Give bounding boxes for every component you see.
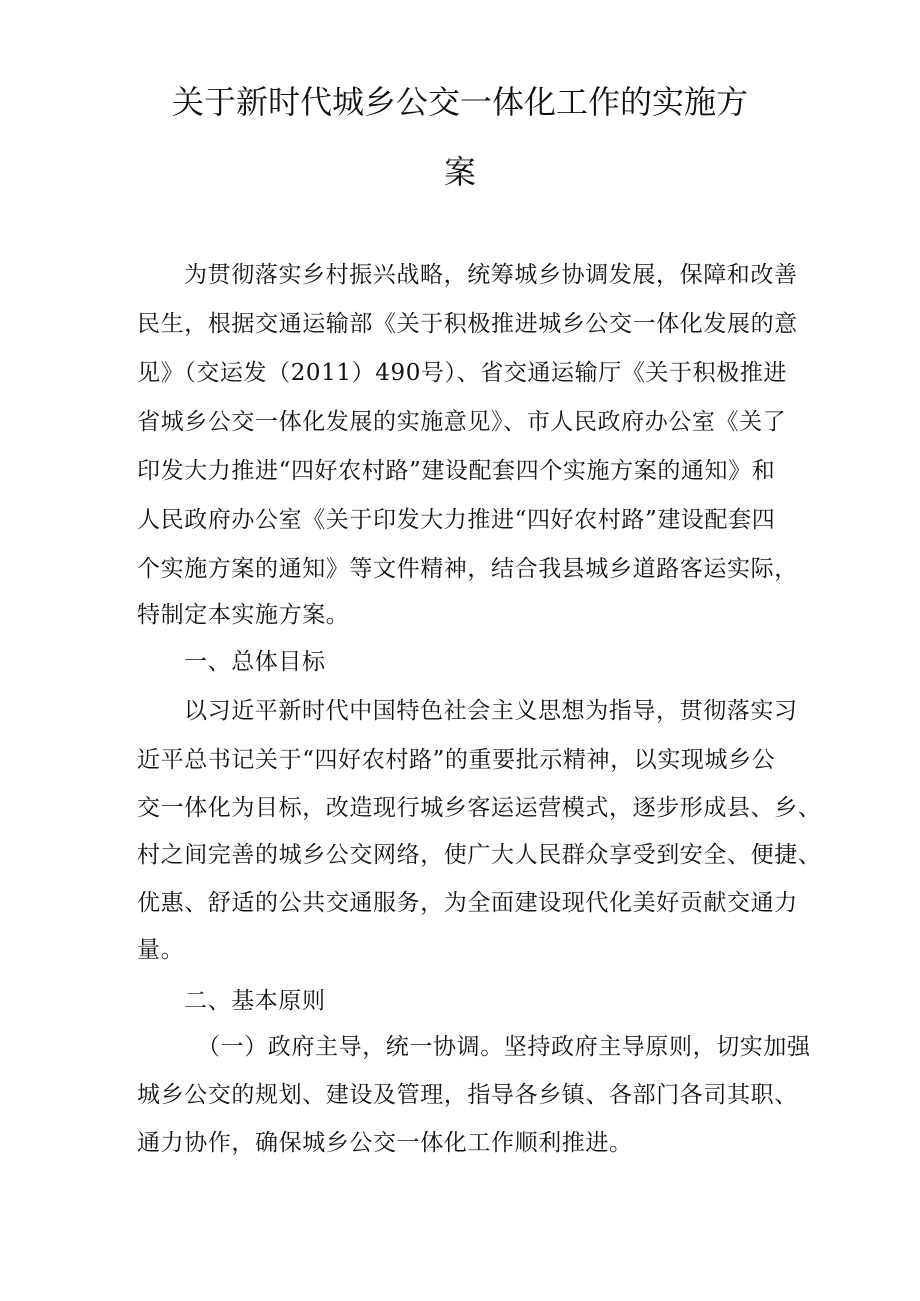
document-title-line-1: 关于新时代城乡公交一体化工作的实施方 <box>171 83 748 121</box>
body-line: 见》（交运发（2011）490号）、省交通运输厅《关于积极推进 <box>137 360 788 386</box>
body-line: 特制定本实施方案。 <box>137 602 350 628</box>
body-line: 量。 <box>137 937 185 963</box>
subsection-line: （一）政府主导，统一协调。坚持政府主导原则，切实加强 <box>197 1034 811 1060</box>
body-line: 通力协作，确保城乡公交一体化工作顺利推进。 <box>137 1130 633 1156</box>
body-line: 为贯彻落实乡村振兴战略，统筹城乡协调发展，保障和改善 <box>184 262 798 288</box>
body-line: 优惠、舒适的公共交通服务，为全面建设现代化美好贡献交通力 <box>137 890 798 916</box>
body-line: 交一体化为目标，改造现行城乡客运运营模式，逐步形成县、乡、 <box>137 795 822 821</box>
body-line: 城乡公交的规划、建设及管理，指导各乡镇、各部门各司其职、 <box>137 1082 798 1108</box>
document-title-line-2: 案 <box>443 153 476 191</box>
body-line: 民生，根据交通运输部《关于积极推进城乡公交一体化发展的意 <box>137 311 798 337</box>
body-line: 省城乡公交一体化发展的实施意见》、市人民政府办公室《关了 <box>137 409 787 435</box>
body-line: 个实施方案的通知》等文件精神，结合我县城乡道路客运实际， <box>137 556 798 582</box>
body-line: 人民政府办公室《关于印发大力推进“四好农村路”建设配套四 <box>137 507 776 533</box>
section-heading: 一、总体目标 <box>184 649 326 675</box>
section-heading: 二、基本原则 <box>184 988 326 1014</box>
body-line: 印发大力推进“四好农村路”建设配套四个实施方案的通知》和 <box>137 458 776 484</box>
body-line: 近平总书记关于“四好农村路”的重要批示精神，以实现城乡公 <box>137 747 776 773</box>
body-line: 村之间完善的城乡公交网络，使广大人民群众享受到安全、便捷、 <box>137 842 822 868</box>
body-line: 以习近平新时代中国特色社会主义思想为指导，贯彻落实习 <box>184 698 798 724</box>
